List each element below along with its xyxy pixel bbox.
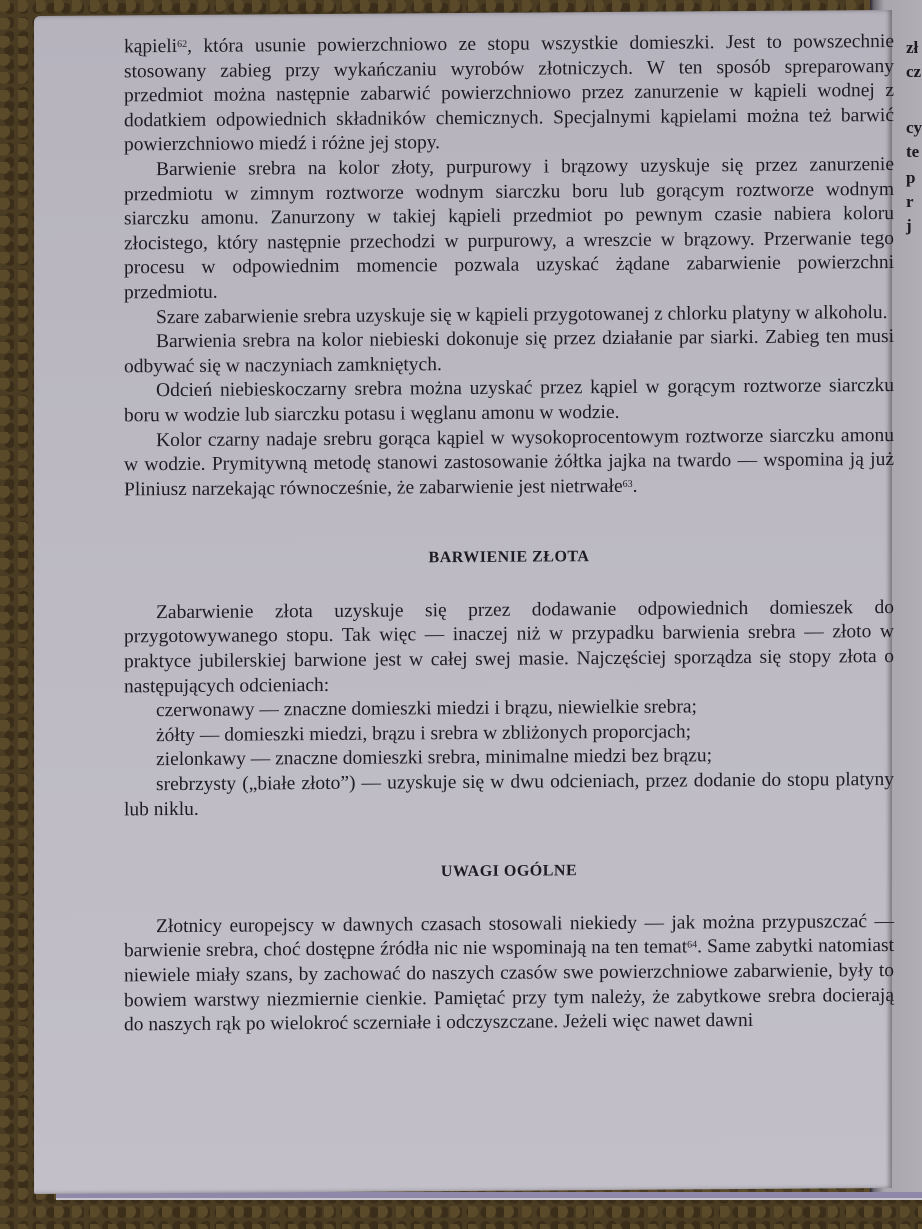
section-heading-gold: BARWIENIE ZŁOTA — [428, 548, 590, 567]
book-page — [34, 10, 892, 1194]
footnote-ref: 64 — [687, 939, 698, 951]
footnote-ref: 63 — [622, 478, 633, 490]
paragraph-silver-blue: Barwienia srebra na kolor niebieski dokonuje się przez działanie par siarki. Zabieg ten musi odbywać się w naczyniach zamkniętych. — [124, 326, 894, 378]
page-edge — [56, 1192, 922, 1200]
page-text — [124, 30, 894, 1038]
list-item-silvery: srebrzysty („białe złoto”) — uzyskuje się w dwu odcieniach, przez dodanie do stopu platyny lub niklu. — [124, 769, 894, 820]
facing-page-fragment: r — [906, 192, 914, 211]
list-item-reddish: czerwonawy — znaczne domieszki miedzi i brązu, niewielkie srebra; — [156, 696, 697, 722]
section-heading-general: UWAGI OGÓLNE — [440, 862, 578, 881]
paragraph-general: Złotnicy europejscy w dawnych czasach stosowali niekiedy — jak można przypuszczać — barwienie srebra, choć dostępne źródła nic nie wspominają na ten temat$^{64}$. Same zabytki natomiast niewiele miały szans, by zachować do naszych czasów swe powierzchniowe zabarwienie, były to bowiem warstwy niezmiernie cienkie. Pamiętać przy tym należy, że zabytkowe srebra docierają do naszych rąk po wielokroć sczerniałe i odczyszczane. Jeżeli więc nawet dawni — [124, 910, 894, 1036]
footnote-ref: 62 — [177, 38, 188, 51]
facing-page-fragment: cz — [906, 62, 922, 81]
paragraph-continuation: kąpieli$^{62}$, która usunie powierzchniowo ze stopu wszystkie domieszki. Jest to powszechnie stosowany zabieg przy wykańczaniu wyrobów złotniczych. W ten sposób spreparowany przedmiot można następnie zabarwić powierzchniowo przez zanurzenie w kąpieli wodnej z dodatkiem odpowiednich składników chemicznych. Specjalnymi kąpielami można też barwić powierzchniowo miedź i różne jej stopy. — [124, 30, 894, 156]
paragraph-silver-grey: Szare zabarwienie srebra uzyskuje się w kąpieli przygotowanej z chlorku platyny w alkoholu. — [156, 301, 888, 328]
facing-page-fragment: cy — [906, 118, 922, 137]
paragraph-silver-gold-color: Barwienie srebra na kolor złoty, purpurowy i brązowy uzyskuje się przez zanurzenie przedmiotu w zimnym roztworze wodnym siarczku boru lub gorącym roztworze wodnym siarczku amonu. Zanurzony w takiej kąpieli przedmiot po pewnym czasie nabiera koloru złocistego, który następnie przechodzi w purpurowy, a wreszcie w brązowy. Przerwanie tego procesu w odpowiednim momencie pozwala uzyskać żądane zabarwienie powierzchni przedmiotu. — [124, 153, 894, 304]
paragraph-gold-intro: Zabarwienie złota uzyskuje się przez dodawanie odpowiednich domieszek do przygotowywanego stopu. Tak więc — inaczej niż w przypadku barwienia srebra — złoto w praktyce jubilerskiej barwione jest w całej swej masie. Najczęściej sporządza się stopy złota o następujących odcieniach: — [124, 596, 894, 698]
facing-page-fragment: j — [906, 216, 912, 235]
list-item-yellow: żółty — domieszki miedzi, brązu i srebra w zbliżonych proporcjach; — [156, 721, 691, 746]
facing-page-fragment: p — [906, 168, 916, 187]
paragraph-silver-blue-black: Odcień niebieskoczarny srebra można uzyskać przez kąpiel w gorącym roztworze siarczku boru w wodzie lub siarczku potasu i węglanu amonu w wodzie. — [124, 375, 894, 427]
paragraph-silver-black: Kolor czarny nadaje srebru gorąca kąpiel w wysokoprocentowym roztworze siarczku amonu w wodzie. Prymitywną metodę stanowi zastosowanie żółtka jajka na twardo — wspomina ją już Pliniusz narzekając równocześnie, że zabarwienie jest nietrwałe$^{63}$. — [124, 424, 894, 501]
facing-page-fragment: zł — [906, 38, 919, 57]
facing-page-fragment: te — [906, 142, 920, 161]
list-item-greenish: zielonkawy — znaczne domieszki srebra, minimalne miedzi bez brązu; — [156, 745, 713, 771]
